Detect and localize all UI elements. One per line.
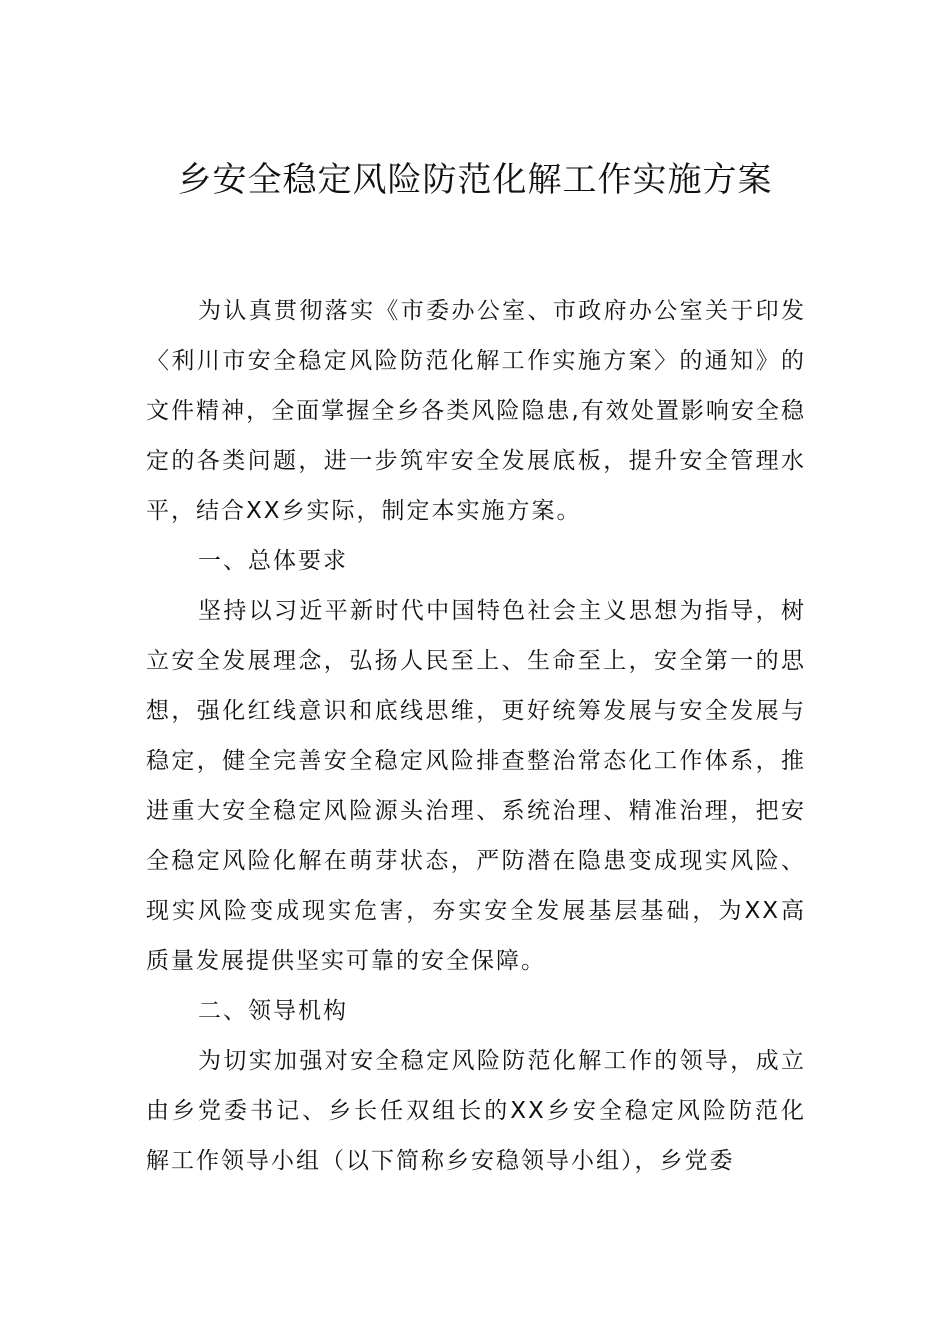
section-paragraph-overall-requirements: 坚持以习近平新时代中国特色社会主义思想为指导，树立安全发展理念，弘扬人民至上、生命至上，安全第一的思想，强化红线意识和底线思维，更好统筹发展与安全发展与稳定，健全完善安全稳定风险排查整治常态化工作体系，推进重大安全稳定风险源头治理、系统治理、精准治理，把安全稳定风险化解在萌芽状态，严防潜在隐患变成现实风险、现实风险变成现实危害，夯实安全发展基层基础，为XX高质量发展提供坚实可靠的安全保障。: [146, 598, 806, 974]
section-heading-leadership: 二、领导机构: [198, 998, 348, 1024]
intro-paragraph: 为认真贯彻落实《市委办公室、市政府办公室关于印发〈利川市安全稳定风险防范化解工作实施方案〉的通知》的文件精神，全面掌握全乡各类风险隐患,有效处置影响安全稳定的各类问题，进一步筑牢安全发展底板，提升安全管理水平，结合XX乡实际，制定本实施方案。: [146, 298, 806, 524]
document-body: [146, 286, 806, 1186]
document-title: 乡安全稳定风险防范化解工作实施方案: [177, 160, 773, 200]
section-paragraph-leadership: 为切实加强对安全稳定风险防范化解工作的领导，成立由乡党委书记、乡长任双组长的XX乡安全稳定风险防范化解工作领导小组（以下简称乡安稳领导小组），乡党委: [146, 1048, 806, 1174]
section-heading-overall-requirements: 一、总体要求: [198, 548, 348, 574]
